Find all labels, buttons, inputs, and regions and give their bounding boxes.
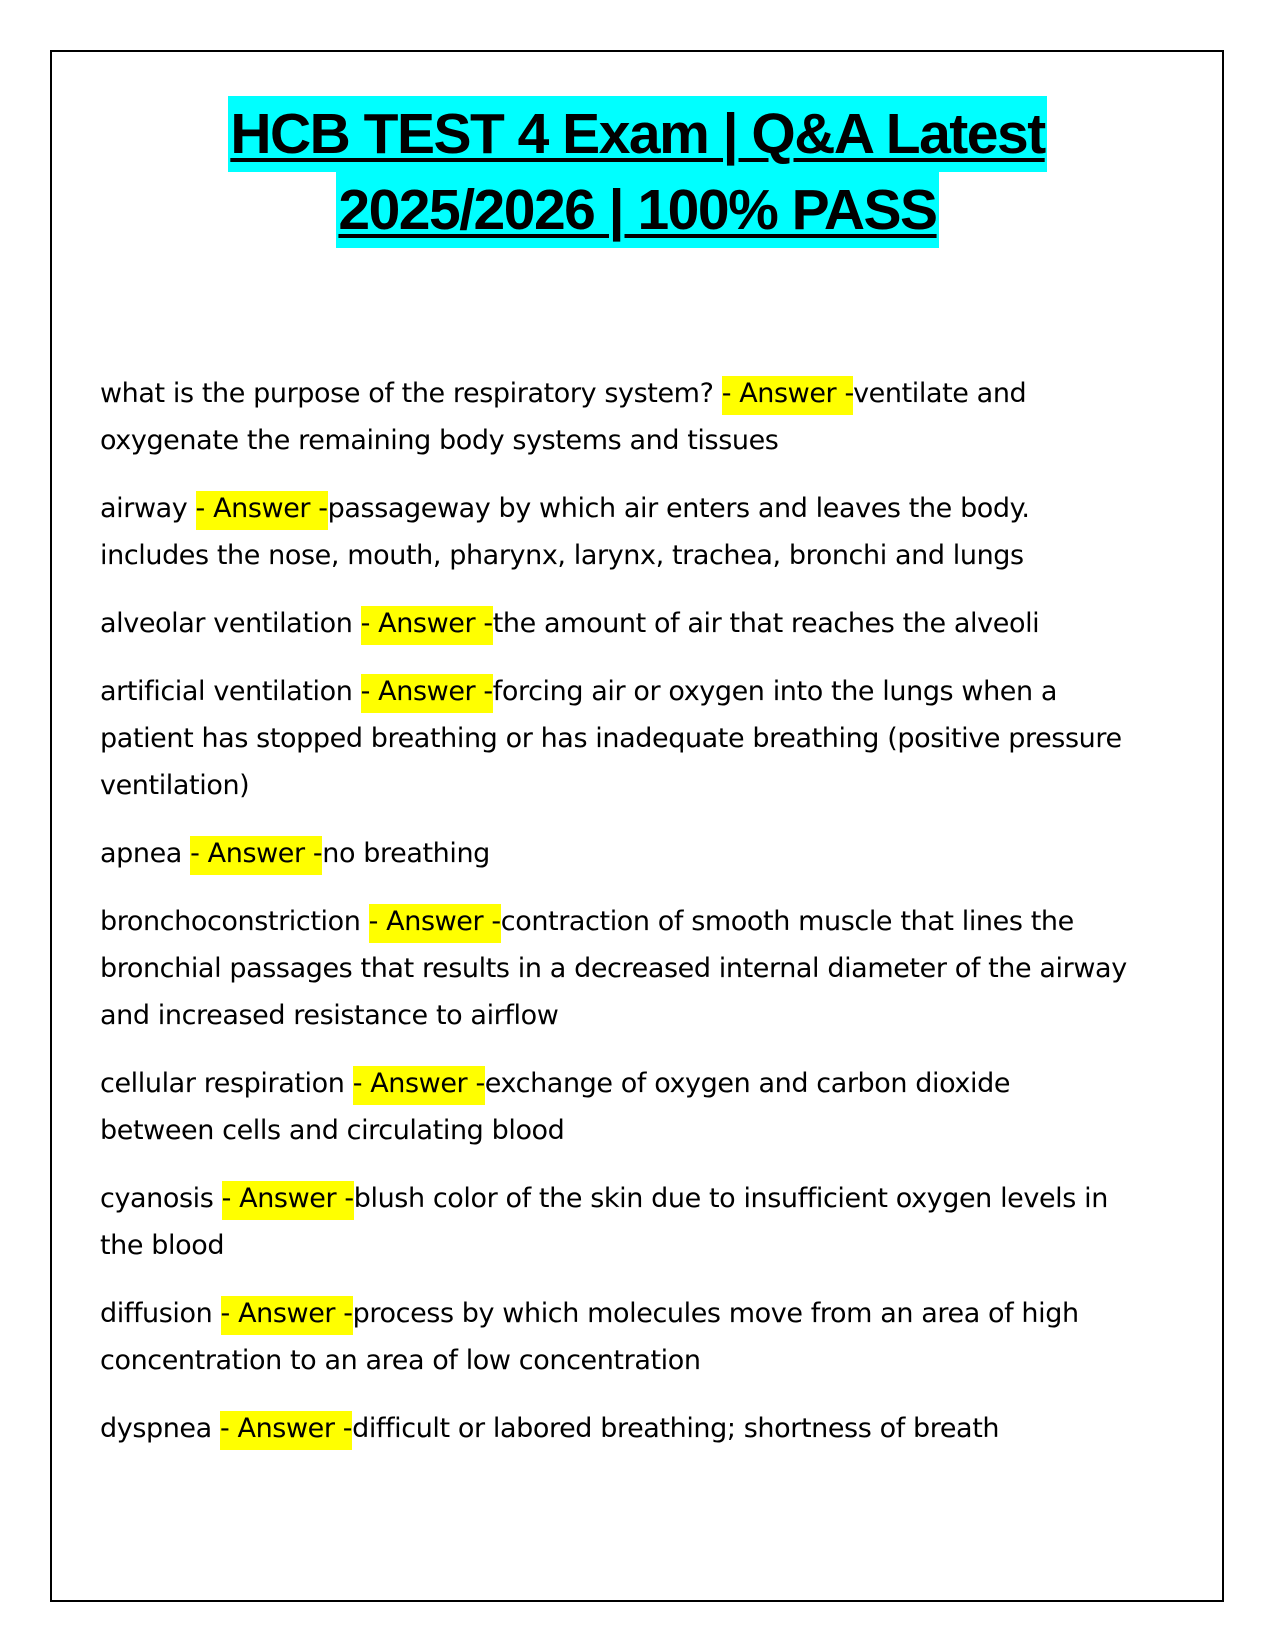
answer-marker: - Answer -: [221, 1296, 353, 1335]
answer-marker: - Answer -: [190, 836, 322, 875]
answer-marker: - Answer -: [722, 376, 853, 415]
title-line-1: HCB TEST 4 Exam | Q&A Latest: [228, 96, 1046, 172]
qa-term: airway: [100, 493, 196, 524]
qa-item: [100, 370, 1130, 464]
qa-term: diffusion: [100, 1298, 221, 1329]
qa-term: dyspnea: [100, 1413, 220, 1444]
qa-definition: contraction of smooth muscle that lines the bronchial passages that results in a decreased internal diameter of the airway and increased resistance to airflow: [100, 906, 1127, 1031]
qa-item: [100, 485, 1130, 579]
qa-term: cellular respiration: [100, 1068, 353, 1099]
answer-marker: - Answer -: [196, 491, 328, 530]
qa-definition: process by which molecules move from an area of high concentration to an area of low concentration: [100, 1298, 1079, 1376]
qa-definition: no breathing: [322, 838, 490, 869]
qa-item: [100, 1290, 1130, 1384]
answer-marker: - Answer -: [220, 1411, 352, 1450]
qa-definition: the amount of air that reaches the alveoli: [492, 608, 1040, 639]
qa-item: [100, 600, 1130, 647]
answer-marker: - Answer -: [369, 904, 501, 943]
qa-item: [100, 1175, 1130, 1269]
qa-definition: passageway by which air enters and leaves the body. includes the nose, mouth, pharynx, larynx, trachea, bronchi and lungs: [100, 493, 1030, 571]
answer-marker: - Answer -: [361, 606, 493, 645]
qa-term: artificial ventilation: [100, 676, 361, 707]
qa-term: what is the purpose of the respiratory system?: [100, 378, 722, 409]
qa-item: [100, 1405, 1130, 1452]
qa-definition: difficult or labored breathing; shortness of breath: [352, 1413, 1000, 1444]
qa-item: [100, 898, 1130, 1039]
qa-definition: ventilate and oxygenate the remaining body systems and tissues: [100, 378, 1027, 456]
qa-term: bronchoconstriction: [100, 906, 369, 937]
document-title: [0, 96, 1275, 248]
qa-list: [100, 370, 1130, 1473]
qa-definition: forcing air or oxygen into the lungs when a patient has stopped breathing or has inadequate breathing (positive pressure ventilation): [100, 676, 1122, 801]
qa-term: apnea: [100, 838, 191, 869]
title-line-2: 2025/2026 | 100% PASS: [336, 172, 938, 248]
answer-marker: - Answer -: [353, 1066, 485, 1105]
qa-definition: exchange of oxygen and carbon dioxide between cells and circulating blood: [100, 1068, 1011, 1146]
answer-marker: - Answer -: [222, 1181, 354, 1220]
qa-term: cyanosis: [100, 1183, 222, 1214]
qa-term: alveolar ventilation: [100, 608, 361, 639]
answer-marker: - Answer -: [361, 674, 493, 713]
qa-item: [100, 668, 1130, 809]
qa-item: [100, 1060, 1130, 1154]
qa-definition: blush color of the skin due to insufficient oxygen levels in the blood: [100, 1183, 1108, 1261]
qa-item: [100, 830, 1130, 877]
